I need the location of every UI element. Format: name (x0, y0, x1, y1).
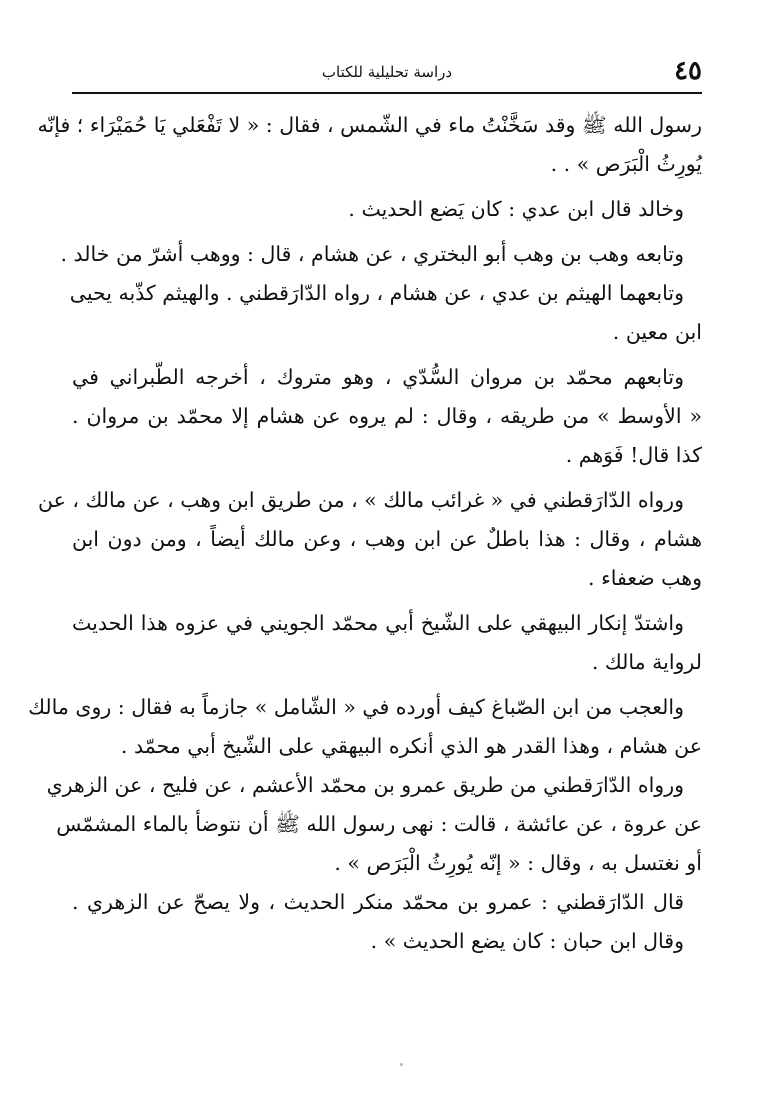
text-line: وقال ابن حبان : كان يضع الحديث » . (370, 929, 684, 953)
text-line: وتابعهما الهيثم بن عدي ، عن هشام ، رواه الدّارَقطني . والهيثم كذّبه يحيى (69, 281, 684, 305)
text-line: والعجب من ابن الصّباغ كيف أورده في « الشّامل » جازماً به فقال : روى مالك (28, 695, 684, 719)
text-line: يُورِثُ الْبَرَص » . . (550, 152, 702, 176)
paper-speck (400, 1063, 403, 1066)
text-line: وتابعهم محمّد بن مروان السُّدّي ، وهو متروك ، أخرجه الطّبراني في (72, 365, 684, 389)
text-line: ورواه الدّارَقطني من طريق عمرو بن محمّد الأعشم ، عن فليح ، عن الزهري (46, 773, 684, 797)
text-line: « الأوسط » من طريقه ، وقال : لم يروه عن هشام إلا محمّد بن مروان . (72, 404, 702, 428)
page-body (28, 106, 702, 961)
page-header (72, 52, 702, 94)
book-page (28, 52, 702, 1052)
text-line: عن هشام ، وهذا القدر هو الذي أنكره البيهقي على الشّيخ أبي محمّد . (120, 734, 702, 758)
text-line: وتابعه وهب بن وهب أبو البختري ، عن هشام ، قال : ووهب أشرّ من خالد . (60, 242, 684, 266)
page-number: ٤٥ (674, 56, 702, 86)
text-line: أو نغتسل به ، وقال : « إنّه يُورِثُ الْبَرَص » . (334, 851, 702, 875)
text-line: وهب ضعفاء . (588, 566, 702, 590)
text-line: واشتدّ إنكار البيهقي على الشّيخ أبي محمّد الجويني في عزوه هذا الحديث (72, 611, 684, 635)
text-line: وخالد قال ابن عدي : كان يَضع الحديث . (348, 197, 684, 221)
text-line: عن عروة ، عن عائشة ، قالت : نهى رسول الله ﷺ أن نتوضأ بالماء المشمّس (56, 812, 702, 836)
text-line: ورواه الدّارَقطني في « غرائب مالك » ، من طريق ابن وهب ، عن مالك ، عن (37, 488, 684, 512)
text-line: ابن معين . (612, 320, 702, 344)
text-line: رسول الله ﷺ وقد سَخَّنْتُ ماء في الشّمس ، فقال : « لا تَفْعَلي يَا حُمَيْرَاء ؛ فإنّه (37, 113, 702, 137)
text-line: كذا قال! فَوَهم . (565, 443, 702, 467)
text-line: لرواية مالك . (591, 650, 702, 674)
running-head: دراسة تحليلية للكتاب (321, 63, 453, 81)
text-line: هشام ، وقال : هذا باطلٌ عن ابن وهب ، وعن مالك أيضاً ، ومن دون ابن (72, 527, 702, 551)
text-line: قال الدّارَقطني : عمرو بن محمّد منكر الحديث ، ولا يصحّ عن الزهري . (72, 890, 684, 914)
